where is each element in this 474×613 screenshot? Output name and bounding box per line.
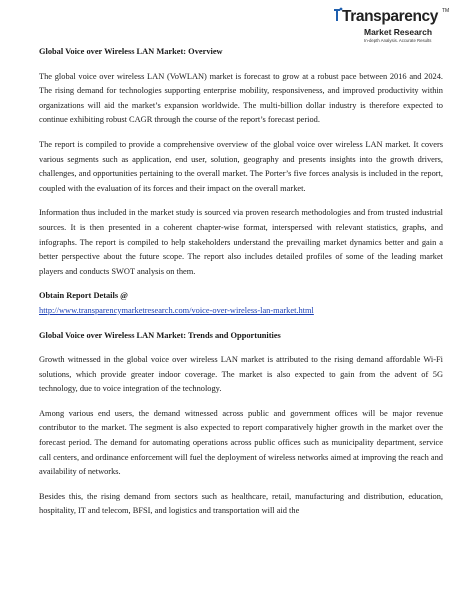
trends-paragraph-2: Among various end users, the demand witnessed across public and government offices will be major revenue contributor to the market. The segment is also expected to report comparatively higher growth in the market over the forecast period. The demand for automating operations across public offices such as municipality department, service call centers, and ordinance enforcement will fuel the deployment of wireless networks aimed at improving the reach and availability of networks.	[39, 408, 443, 477]
obtain-report-label: Obtain Report Details @	[39, 291, 128, 301]
report-url-link[interactable]: http://www.transparencymarketresearch.com/voice-over-wireless-lan-market.html	[39, 305, 314, 315]
logo-trademark: TM	[442, 8, 450, 14]
logo-subtitle: Market Research	[364, 27, 433, 37]
trends-paragraph-3: Besides this, the rising demand from sectors such as healthcare, retail, manufacturing and distribution, education, hospitality, IT and telecom, BFSI, and logistics and transportation will aid the	[39, 491, 443, 516]
logo-name: Transparency	[342, 8, 439, 25]
logo-tagline: In-depth Analysis. Accurate Results	[364, 38, 432, 43]
document-body	[39, 45, 443, 529]
overview-paragraph-1: The global voice over wireless LAN (VoWLAN) market is forecast to grow at a robust pace between 2016 and 2024. The rising demand for technologies supporting enterprise mobility, responsiveness, and improved productivity within organizations will aid the market’s expansion worldwide. The multi-billion dollar industry is therefore expected to continue exhibiting robust CAGR through the course of the report’s forecast period.	[39, 71, 443, 125]
overview-paragraph-2: The report is compiled to provide a comprehensive overview of the global voice over wireless LAN market. It covers various segments such as application, end user, solution, geography and presents insights into the growth drivers, challenges, and opportunities pertaining to the overall market. The Porter’s five forces analysis is included in the report, coupled with the evaluation of its forces and their impact on the overall market.	[39, 139, 443, 193]
overview-heading: Global Voice over Wireless LAN Market: Overview	[39, 47, 223, 56]
trends-paragraph-1: Growth witnessed in the global voice over wireless LAN market is attributed to the rising demand affordable Wi-Fi solutions, which provide greater indoor coverage. The market is also expected to gain from the advent of 5G technology, due to voice integration of the technology.	[39, 355, 443, 394]
trends-heading: Global Voice over Wireless LAN Market: Trends and Opportunities	[39, 330, 281, 340]
overview-paragraph-3: Information thus included in the market study is sourced via proven research methodologies and from trusted industrial sources. It is then presented in a coherent chapter-wise format, interspersed with relevant statistics, graphs, and infographs. The report is compiled to help stakeholders understand the prevailing market dynamics better and gain a better perspective about the future scope. The report also includes detailed profiles of some of the leading market players and conducts SWOT analysis on them.	[39, 208, 443, 276]
